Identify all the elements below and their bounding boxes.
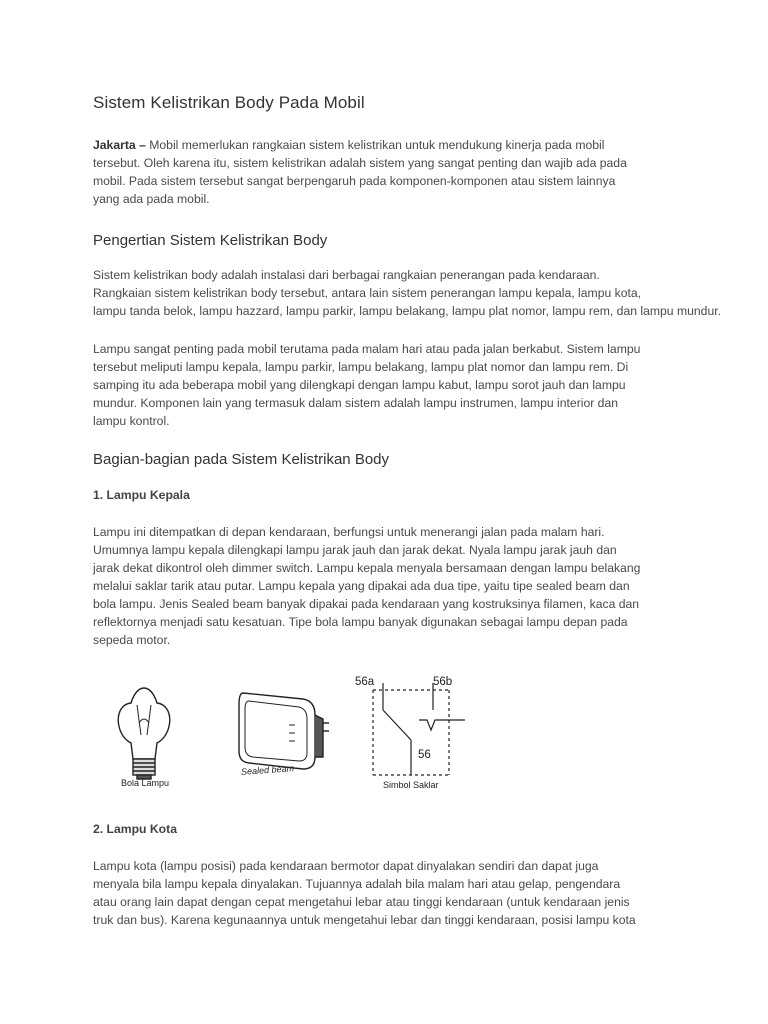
text-line: lampu kontrol.: [93, 414, 170, 428]
intro-line-4: yang ada pada mobil.: [93, 192, 210, 206]
switch-label: Simbol Saklar: [383, 780, 439, 790]
terminal-56a-label: 56a: [355, 676, 375, 688]
article-title: Sistem Kelistrikan Body Pada Mobil: [93, 93, 365, 112]
lampu-kepala-paragraph: [93, 523, 683, 649]
text-line: jarak dekat dikontrol oleh dimmer switch. Lampu kepala menyala bersamaan dengan lampu belakang: [93, 561, 641, 575]
headlamp-figure: [93, 665, 485, 800]
sealed-beam-label: Sealed beam: [240, 763, 295, 777]
text-line: Umumnya lampu kepala dilengkapi lampu jarak jauh dan jarak dekat. Nyala lampu jarak jauh dan: [93, 543, 617, 557]
text-line: menyala bila lampu kepala dinyalakan. Tujuannya adalah bila malam hari atau gelap, pengendara: [93, 877, 621, 891]
text-line: melalui saklar tarik atau putar. Lampu kepala yang dipakai ada dua tipe, yaitu tipe sealed beam dan: [93, 579, 630, 593]
text-line: sepeda motor.: [93, 633, 171, 647]
subheading-lampu-kota: 2. Lampu Kota: [93, 822, 177, 836]
text-line: Lampu kota (lampu posisi) pada kendaraan bermotor dapat dinyalakan sendiri dan dapat juga: [93, 859, 599, 873]
text-line: Lampu sangat penting pada mobil terutama pada malam hari atau pada jalan berkabut. Sistem lampu: [93, 342, 641, 356]
switch-symbol-drawing: [373, 683, 465, 775]
intro-line-3: mobil. Pada sistem tersebut sangat berpengaruh pada komponen-komponen atau sistem lainnya: [93, 174, 616, 188]
lampu-kota-paragraph: [93, 857, 683, 929]
pengertian-paragraph-2: [93, 340, 683, 430]
intro-line-1: Jakarta – Mobil memerlukan rangkaian sistem kelistrikan untuk mendukung kinerja pada mobil: [93, 138, 605, 152]
terminal-56b-label: 56b: [433, 676, 453, 688]
text-line: tersebut meliputi lampu kepala, lampu parkir, lampu belakang, lampu plat nomor dan lampu rem. Di: [93, 360, 629, 374]
intro-paragraph: [93, 136, 683, 208]
text-line: mundur. Komponen lain yang termasuk dalam sistem adalah lampu instrumen, lampu interior dan: [93, 396, 619, 410]
section-heading-pengertian: Pengertian Sistem Kelistrikan Body: [93, 232, 328, 249]
text-line: Sistem kelistrikan body adalah instalasi dari berbagai rangkaian penerangan pada kendaraan.: [93, 268, 600, 282]
text-line: bola lampu. Jenis Sealed beam banyak dipakai pada kendaraan yang kostruksinya filamen, kaca dan: [93, 597, 640, 611]
text-line: samping itu ada beberapa mobil yang dilengkapi dengan lampu kabut, lampu sorot jauh dan lampu: [93, 378, 626, 392]
text-line: lampu tanda belok, lampu hazzard, lampu parkir, lampu belakang, lampu plat nomor, lampu rem, dan lampu mundur.: [93, 304, 721, 318]
terminal-56-label: 56: [418, 749, 431, 761]
text-line: Rangkaian sistem kelistrikan body tersebut, antara lain sistem penerangan lampu kepala, lampu kota,: [93, 286, 642, 300]
dateline: Jakarta –: [93, 138, 146, 152]
pengertian-paragraph-1: [93, 266, 721, 320]
sealed-beam-drawing: [239, 693, 329, 769]
section-heading-bagian: Bagian-bagian pada Sistem Kelistrikan Body: [93, 451, 390, 468]
bulb-label: Bola Lampu: [121, 778, 170, 788]
text-line: truk dan bus). Karena kegunaannya untuk mengetahui lebar dan tinggi kendaraan, posisi lampu kota: [93, 913, 636, 927]
subheading-lampu-kepala: 1. Lampu Kepala: [93, 488, 190, 502]
text-line: Lampu ini ditempatkan di depan kendaraan, berfungsi untuk menerangi jalan pada malam hari.: [93, 525, 605, 539]
text-line: reflektornya menjadi satu kesatuan. Tipe bola lampu banyak digunakan sebagai lampu depan pada: [93, 615, 628, 629]
bulb-drawing: [118, 688, 170, 779]
text-line: atau orang lain dapat dengan cepat mengetahui lebar atau tinggi kendaraan (untuk kendaraan jenis: [93, 895, 630, 909]
intro-line-2: tersebut. Oleh karena itu, sistem kelistrikan adalah sistem yang sangat penting dan wajib ada pada: [93, 156, 627, 170]
